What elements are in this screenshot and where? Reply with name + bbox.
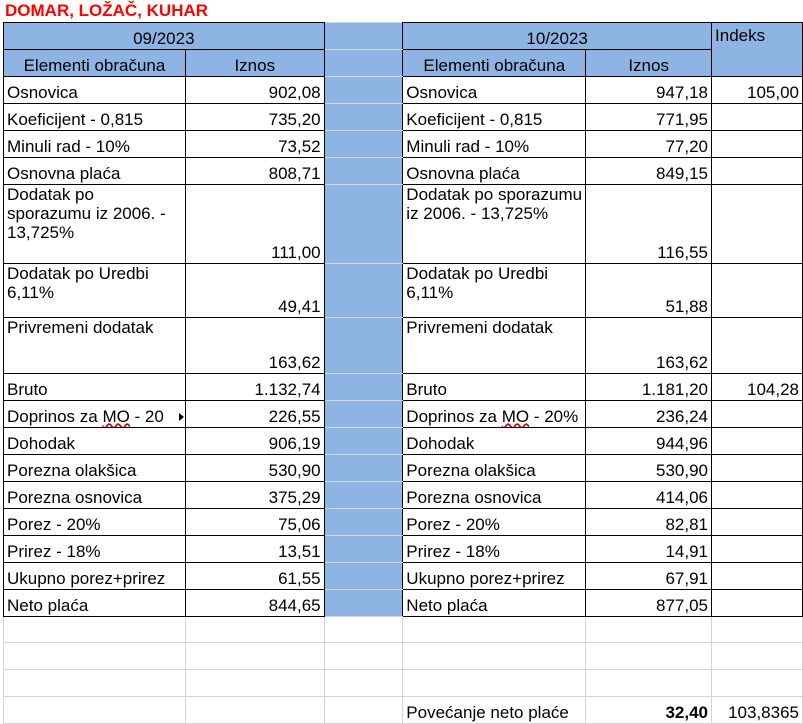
left-amount-cell[interactable]: 163,62 — [185, 318, 324, 374]
right-elements-header[interactable]: Elementi obračuna — [403, 50, 586, 77]
index-cell[interactable] — [712, 563, 803, 590]
left-element-label[interactable] — [4, 264, 186, 318]
table-row — [4, 374, 803, 401]
right-element-label[interactable]: Dodatak po Uredbi 6,11% — [403, 264, 586, 318]
left-amount-cell[interactable]: 530,90 — [185, 455, 324, 482]
index-cell[interactable] — [712, 428, 803, 455]
right-element-label[interactable]: Porez - 20% — [403, 509, 586, 536]
empty-cell[interactable] — [324, 643, 403, 670]
empty-cell[interactable] — [586, 617, 712, 643]
empty-row — [4, 670, 803, 697]
empty-cell[interactable] — [185, 670, 324, 697]
index-header[interactable]: Indeks — [712, 23, 803, 77]
right-element-text: Doprinos za MO - 20% — [406, 407, 579, 426]
index-cell[interactable]: 105,00 — [712, 77, 803, 104]
separator-cell[interactable] — [324, 428, 403, 455]
table-row — [4, 77, 803, 104]
table-row — [4, 318, 803, 374]
left-amount-header[interactable]: Iznos — [185, 50, 324, 77]
left-element-label[interactable] — [4, 401, 186, 428]
table-row — [4, 536, 803, 563]
right-amount-cell[interactable]: 163,62 — [586, 318, 712, 374]
left-amount-cell[interactable]: 375,29 — [185, 482, 324, 509]
table-row — [4, 185, 803, 264]
index-cell[interactable] — [712, 104, 803, 131]
separator-cell[interactable] — [324, 104, 403, 131]
separator-cell[interactable] — [324, 158, 403, 185]
left-element-label[interactable] — [4, 563, 186, 590]
net-increase-value[interactable]: 32,40 — [586, 697, 712, 724]
right-element-label[interactable] — [403, 401, 586, 428]
empty-cell[interactable] — [403, 643, 586, 670]
right-element-label[interactable]: Dohodak — [403, 428, 586, 455]
empty-row — [4, 643, 803, 670]
left-element-text: Porezna olakšica — [7, 461, 137, 480]
left-element-text: Privremeni dodatak — [7, 318, 154, 337]
left-element-text: Dodatak po Uredbi 6,11% — [7, 264, 149, 302]
left-element-text: Dohodak — [7, 434, 76, 453]
left-element-text: Minuli rad - 10% — [7, 137, 130, 156]
index-cell[interactable] — [712, 158, 803, 185]
left-element-label[interactable] — [4, 374, 186, 401]
empty-cell[interactable] — [324, 617, 403, 643]
separator-cell[interactable] — [324, 482, 403, 509]
left-amount-cell[interactable]: 61,55 — [185, 563, 324, 590]
left-element-text: Porezna osnovica — [7, 488, 143, 507]
left-element-text: Bruto — [7, 380, 48, 399]
left-amount-cell[interactable]: 73,52 — [185, 131, 324, 158]
left-element-label[interactable] — [4, 131, 186, 158]
separator-cell[interactable] — [324, 264, 403, 318]
empty-cell[interactable] — [586, 670, 712, 697]
index-cell[interactable] — [712, 536, 803, 563]
separator-cell[interactable] — [324, 185, 403, 264]
left-elements-header[interactable]: Elementi obračuna — [4, 50, 186, 77]
right-element-label[interactable]: Minuli rad - 10% — [403, 131, 586, 158]
right-amount-cell[interactable]: 849,15 — [586, 158, 712, 185]
right-period-header[interactable]: 10/2023 — [403, 23, 712, 50]
left-element-label[interactable] — [4, 455, 186, 482]
right-element-label[interactable]: Osnovica — [403, 77, 586, 104]
index-cell[interactable] — [712, 264, 803, 318]
left-element-text: Ukupno porez+prirez — [7, 569, 166, 588]
empty-cell[interactable] — [712, 617, 803, 643]
separator-cell[interactable] — [324, 318, 403, 374]
separator-cell[interactable] — [324, 77, 403, 104]
index-cell[interactable]: 104,28 — [712, 374, 803, 401]
index-cell[interactable] — [712, 590, 803, 617]
left-element-label[interactable] — [4, 104, 186, 131]
table-row — [4, 131, 803, 158]
left-amount-cell[interactable]: 1.132,74 — [185, 374, 324, 401]
left-element-text: Neto plaća — [7, 596, 89, 615]
left-amount-cell[interactable]: 13,51 — [185, 536, 324, 563]
separator-cell[interactable] — [324, 401, 403, 428]
left-element-text: Osnovna plaća — [7, 164, 121, 183]
right-amount-cell[interactable]: 1.181,20 — [586, 374, 712, 401]
empty-cell[interactable] — [4, 643, 186, 670]
table-row — [4, 158, 803, 185]
left-amount-cell[interactable]: 735,20 — [185, 104, 324, 131]
left-amount-cell[interactable]: 75,06 — [185, 509, 324, 536]
separator-cell[interactable] — [324, 374, 403, 401]
left-element-label[interactable] — [4, 318, 186, 374]
right-element-label[interactable]: Privremeni dodatak — [403, 318, 586, 374]
right-amount-cell[interactable]: 14,91 — [586, 536, 712, 563]
table-row — [4, 104, 803, 131]
table-row — [4, 264, 803, 318]
table-row — [4, 455, 803, 482]
empty-cell[interactable] — [586, 643, 712, 670]
left-element-label[interactable] — [4, 590, 186, 617]
right-amount-cell[interactable]: 771,95 — [586, 104, 712, 131]
right-element-label[interactable]: Dodatak po sporazumu iz 2006. - 13,725% — [403, 185, 586, 264]
right-element-label[interactable]: Neto plaća — [403, 590, 586, 617]
separator-cell[interactable] — [324, 536, 403, 563]
index-cell[interactable] — [712, 185, 803, 264]
left-amount-cell[interactable]: 111,00 — [185, 185, 324, 264]
right-element-label[interactable]: Osnovna plaća — [403, 158, 586, 185]
left-element-label[interactable] — [4, 185, 186, 264]
right-amount-cell[interactable]: 414,06 — [586, 482, 712, 509]
left-amount-cell[interactable]: 226,55 — [185, 401, 324, 428]
right-element-label[interactable]: Bruto — [403, 374, 586, 401]
index-cell[interactable] — [712, 131, 803, 158]
separator-cell[interactable] — [324, 23, 403, 50]
index-cell[interactable] — [712, 455, 803, 482]
index-cell[interactable] — [712, 401, 803, 428]
empty-cell[interactable] — [4, 617, 186, 643]
right-amount-cell[interactable]: 116,55 — [586, 185, 712, 264]
separator-cell[interactable] — [324, 509, 403, 536]
empty-cell[interactable] — [712, 670, 803, 697]
right-amount-cell[interactable]: 77,20 — [586, 131, 712, 158]
separator-cell[interactable] — [324, 455, 403, 482]
net-increase-label[interactable]: Povećanje neto plaće — [403, 697, 586, 724]
right-element-label[interactable]: Prirez - 18% — [403, 536, 586, 563]
salary-table — [3, 22, 803, 724]
empty-cell[interactable] — [712, 643, 803, 670]
left-element-text: Osnovica — [7, 83, 78, 102]
empty-cell[interactable] — [185, 617, 324, 643]
right-amount-cell[interactable]: 67,91 — [586, 563, 712, 590]
sheet-title: DOMAR, LOŽAČ, KUHAR — [5, 1, 209, 20]
right-element-label[interactable]: Porezna olakšica — [403, 455, 586, 482]
left-period-header[interactable]: 09/2023 — [4, 23, 325, 50]
separator-cell[interactable] — [324, 563, 403, 590]
left-amount-cell[interactable]: 49,41 — [185, 264, 324, 318]
empty-cell[interactable] — [4, 670, 186, 697]
empty-cell[interactable] — [403, 670, 586, 697]
right-element-label[interactable]: Porezna osnovica — [403, 482, 586, 509]
index-cell[interactable] — [712, 509, 803, 536]
right-amount-cell[interactable]: 530,90 — [586, 455, 712, 482]
index-cell[interactable] — [712, 482, 803, 509]
empty-cell[interactable] — [324, 670, 403, 697]
left-amount-cell[interactable]: 808,71 — [185, 158, 324, 185]
left-element-label[interactable] — [4, 509, 186, 536]
table-row — [4, 590, 803, 617]
index-cell[interactable] — [712, 318, 803, 374]
right-amount-cell[interactable]: 51,88 — [586, 264, 712, 318]
right-amount-cell[interactable]: 236,24 — [586, 401, 712, 428]
left-element-label[interactable] — [4, 428, 186, 455]
net-increase-index[interactable]: 103,8365 — [712, 697, 803, 724]
table-row — [4, 428, 803, 455]
left-element-text: Porez - 20% — [7, 515, 101, 534]
left-element-label[interactable] — [4, 158, 186, 185]
left-element-label[interactable] — [4, 482, 186, 509]
left-amount-cell[interactable]: 906,19 — [185, 428, 324, 455]
left-amount-cell[interactable]: 844,65 — [185, 590, 324, 617]
right-element-label[interactable]: Ukupno porez+prirez — [403, 563, 586, 590]
left-element-label[interactable] — [4, 536, 186, 563]
empty-row — [4, 617, 803, 643]
separator-cell[interactable] — [324, 590, 403, 617]
table-row — [4, 509, 803, 536]
right-amount-cell[interactable]: 944,96 — [586, 428, 712, 455]
right-amount-cell[interactable]: 877,05 — [586, 590, 712, 617]
left-element-text: Prirez - 18% — [7, 542, 101, 561]
separator-cell[interactable] — [324, 50, 403, 77]
left-element-text: Doprinos za MO - 20 — [7, 407, 164, 426]
left-element-label[interactable] — [4, 77, 186, 104]
right-amount-cell[interactable]: 82,81 — [586, 509, 712, 536]
left-amount-cell[interactable]: 902,08 — [185, 77, 324, 104]
right-element-label[interactable]: Koeficijent - 0,815 — [403, 104, 586, 131]
table-row — [4, 563, 803, 590]
separator-cell[interactable] — [324, 131, 403, 158]
overflow-arrow-icon — [179, 413, 184, 421]
empty-cell[interactable] — [185, 643, 324, 670]
right-amount-header[interactable]: Iznos — [586, 50, 712, 77]
table-row — [4, 482, 803, 509]
table-row — [4, 401, 803, 428]
left-element-text: Koeficijent - 0,815 — [7, 110, 144, 129]
empty-cell[interactable] — [403, 617, 586, 643]
left-element-text: Dodatak po sporazumu iz 2006. - 13,725% — [7, 185, 166, 242]
right-amount-cell[interactable]: 947,18 — [586, 77, 712, 104]
